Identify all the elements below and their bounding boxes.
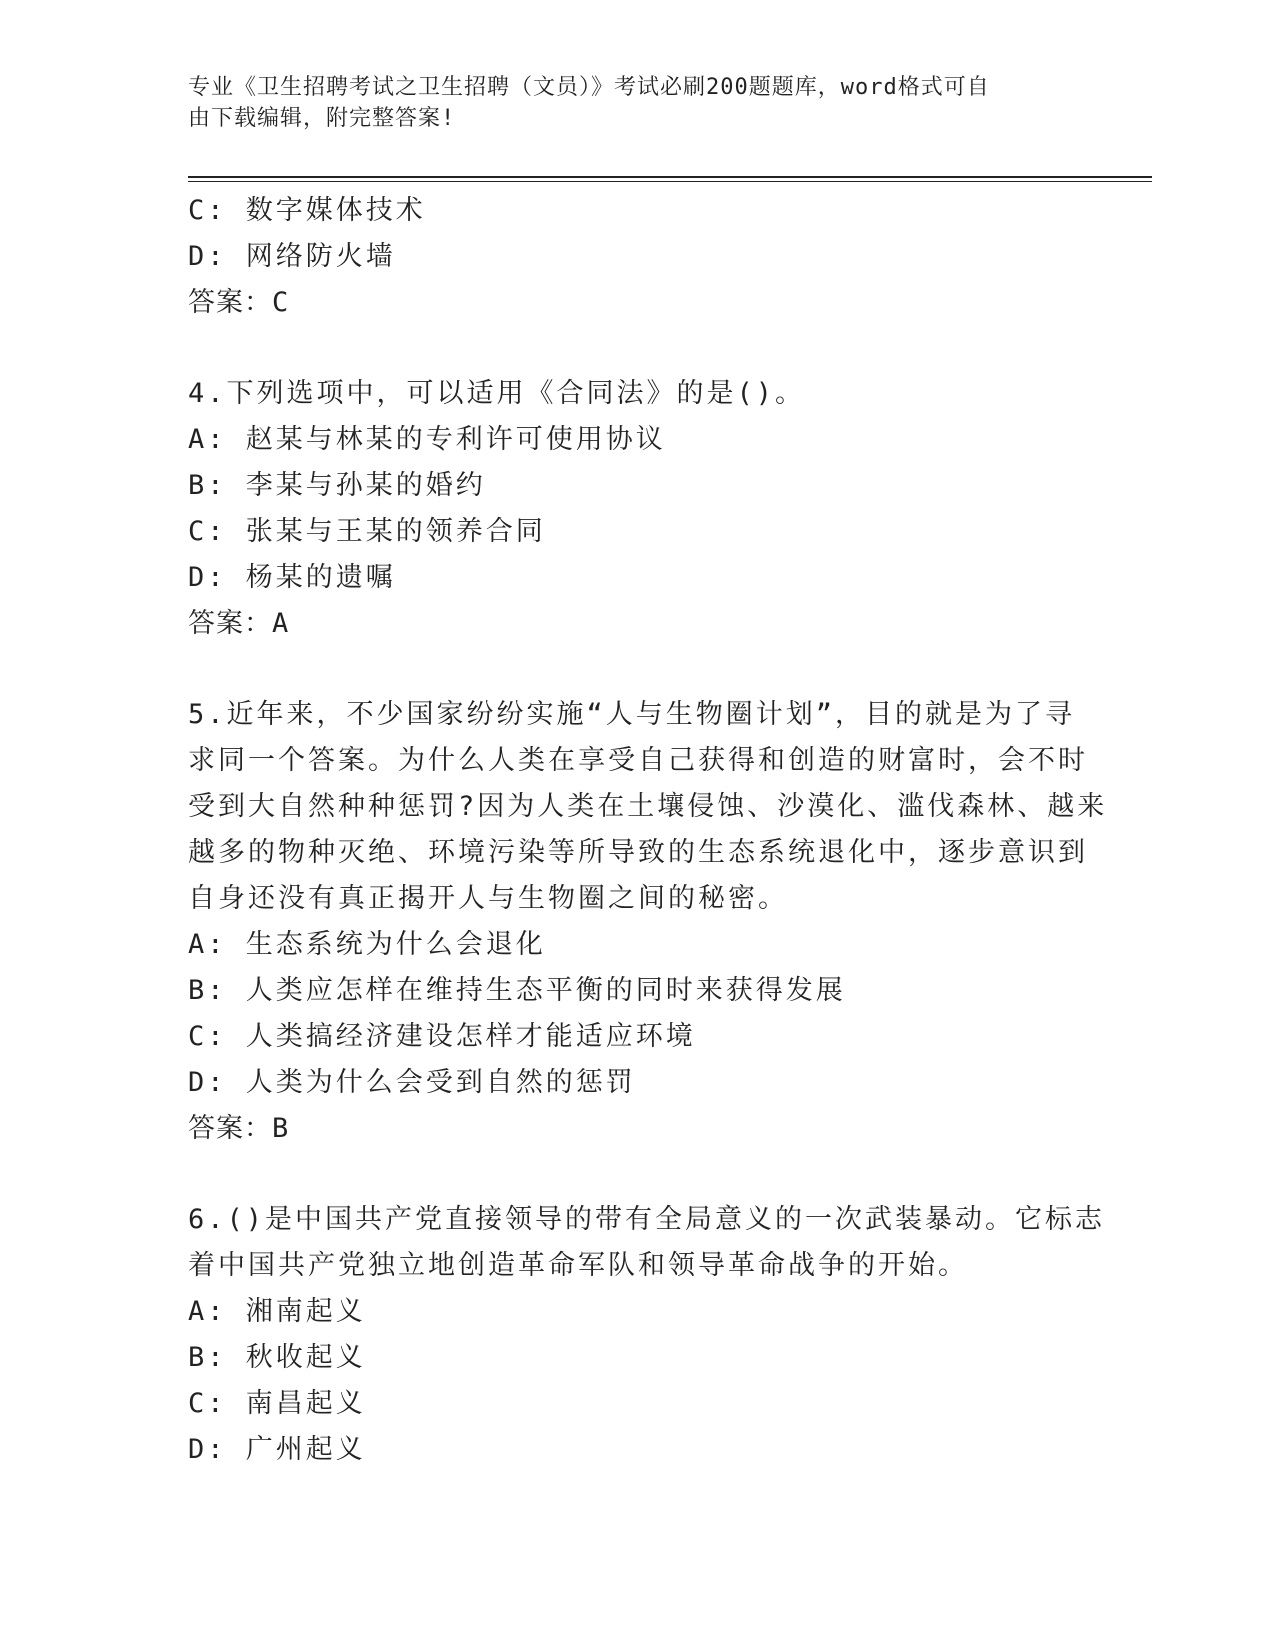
q5-option-c: C: 人类搞经济建设怎样才能适应环境 — [188, 1021, 696, 1052]
header-line-1: 专业《卫生招聘考试之卫生招聘（文员）》考试必刷200题题库，word格式可自 — [188, 75, 990, 100]
q4-option-a: A: 赵某与林某的专利许可使用协议 — [188, 424, 666, 455]
spacer — [188, 326, 1088, 371]
header-divider-thick — [188, 176, 1152, 178]
q6-option-b: B: 秋收起义 — [188, 1342, 366, 1373]
q5-stem-line-4: 越多的物种灭绝、环境污染等所导致的生态系统退化中，逐步意识到 — [188, 837, 1088, 868]
q5-stem-line-2: 求同一个答案。为什么人类在享受自己获得和创造的财富时，会不时 — [188, 745, 1088, 776]
question-4 — [188, 371, 1088, 647]
q5-option-d: D: 人类为什么会受到自然的惩罚 — [188, 1067, 636, 1098]
q4-option-b: B: 李某与孙某的婚约 — [188, 470, 486, 501]
q5-option-b: B: 人类应怎样在维持生态平衡的同时来获得发展 — [188, 975, 846, 1006]
q5-option-a: A: 生态系统为什么会退化 — [188, 929, 546, 960]
question-3-tail — [188, 188, 1088, 326]
q6-option-a: A: 湘南起义 — [188, 1296, 366, 1327]
spacer — [188, 1152, 1088, 1197]
document-header — [188, 72, 1068, 134]
q4-stem: 4.下列选项中，可以适用《合同法》的是()。 — [188, 378, 806, 409]
q5-stem-line-1: 5.近年来，不少国家纷纷实施“人与生物圈计划”，目的就是为了寻 — [188, 699, 1076, 730]
q3-option-c: C: 数字媒体技术 — [188, 195, 426, 226]
q5-stem-line-3: 受到大自然种种惩罚?因为人类在土壤侵蚀、沙漠化、滥伐森林、越来 — [188, 791, 1108, 822]
q3-answer: 答案：C — [188, 287, 290, 318]
header-divider-thin — [188, 181, 1152, 182]
q4-option-c: C: 张某与王某的领养合同 — [188, 516, 546, 547]
q6-option-c: C: 南昌起义 — [188, 1388, 366, 1419]
q4-answer: 答案：A — [188, 608, 290, 639]
question-content — [188, 188, 1108, 1473]
q5-stem-line-5: 自身还没有真正揭开人与生物圈之间的秘密。 — [188, 883, 788, 914]
question-6 — [188, 1197, 1106, 1473]
header-line-2: 由下载编辑，附完整答案! — [188, 106, 456, 131]
q4-option-d: D: 杨某的遗嘱 — [188, 562, 396, 593]
q6-stem-line-2: 着中国共产党独立地创造革命军队和领导革命战争的开始。 — [188, 1250, 968, 1281]
q6-stem-line-1: 6.()是中国共产党直接领导的带有全局意义的一次武装暴动。它标志 — [188, 1204, 1106, 1235]
spacer — [188, 647, 1088, 692]
q5-answer: 答案：B — [188, 1113, 290, 1144]
question-5 — [188, 692, 1108, 1152]
q6-option-d: D: 广州起义 — [188, 1434, 366, 1465]
q3-option-d: D: 网络防火墙 — [188, 241, 396, 272]
